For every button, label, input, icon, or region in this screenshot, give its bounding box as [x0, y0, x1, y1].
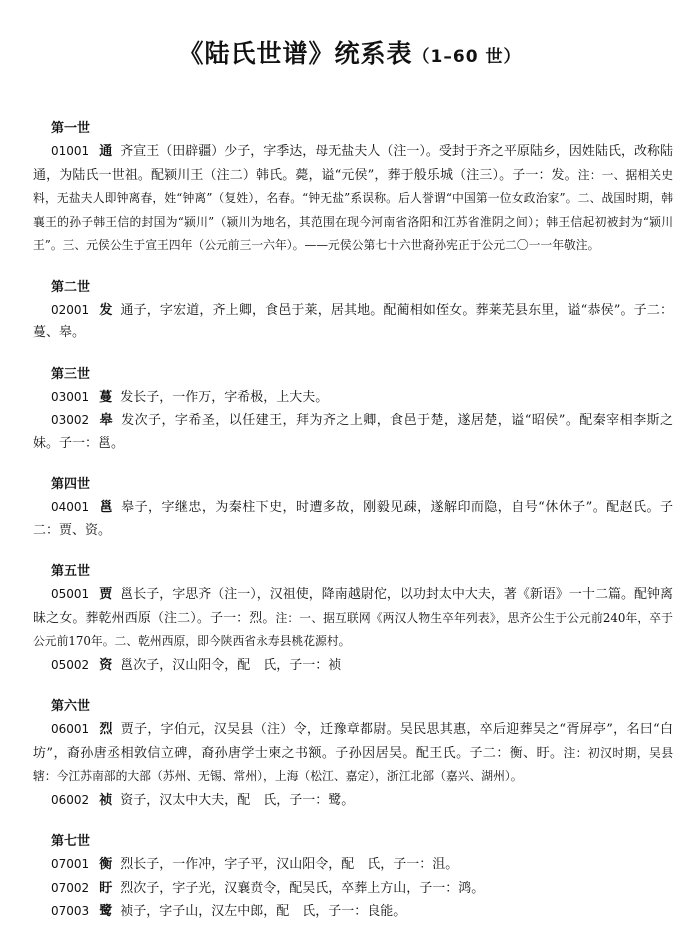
genealogy-table	[33, 118, 673, 943]
entry-id: 07003	[51, 904, 90, 918]
genealogy-entry	[33, 877, 673, 901]
entry-text: 邕次子，汉山阳令，配 氏，子一：祯	[120, 657, 342, 673]
entry-text: 祯子，字子山，汉左中郎，配 氏，子一：良能。	[120, 904, 407, 919]
generation-heading: 第六世	[51, 699, 91, 714]
entry-id: 01001	[51, 144, 90, 158]
genealogy-entry	[33, 140, 673, 258]
entry-id: 07002	[51, 880, 90, 895]
generation-section	[33, 561, 673, 677]
generation-section	[33, 118, 673, 258]
entry-note: 注：一、据相关史料，无盐夫人即钟离春，姓“钟离”（复姓），名春。“钟无盐”系误称。后人誉谓“中国第一位女政治家”。二、战国时期，韩襄王的孙子韩王信的封国为“颍川”（颍川为地名，其范围在现今河南省洛阳和江苏省淮阴之间）；韩王信起初被封为“颍川王”。三、元侯公生于宣王四年（公元前三一六年）。——元侯公第七十六世裔孙宪正于公元二〇一一年敬注。	[33, 167, 673, 252]
generation-heading: 第四世	[51, 477, 91, 492]
genealogy-entry	[33, 853, 673, 877]
entry-id: 06001	[51, 722, 90, 736]
page-title	[0, 34, 700, 70]
generation-section	[33, 831, 673, 924]
entry-name: 鹭	[99, 904, 113, 919]
genealogy-entry	[33, 409, 673, 455]
generation-section	[33, 474, 673, 542]
entry-text: 皋子，字继忠，为秦柱下史，时遭多故，刚毅见疎，遂解印而隐，自号“休休子”。配赵氏。子二：贾、资。	[33, 500, 673, 538]
entry-name: 蔓	[99, 389, 113, 405]
entry-text: 发次子，字希圣，以任建王，拜为齐之上卿，食邑于楚，遂居楚，谥“昭侯”。配秦宰相李斯之妹。子一：邕。	[33, 413, 673, 451]
title-range: （1–60 世）	[412, 47, 522, 67]
genealogy-entry	[33, 496, 673, 542]
entry-id: 06002	[51, 792, 90, 807]
entry-name: 贾	[99, 587, 113, 602]
entry-name: 发	[99, 302, 113, 318]
entry-name: 邕	[99, 500, 114, 515]
generation-section	[33, 364, 673, 456]
entry-name: 烈	[99, 722, 113, 737]
generation-heading: 第三世	[51, 366, 91, 382]
title-main: 《陆氏世谱》统系表	[178, 39, 413, 68]
generation-heading: 第七世	[51, 834, 91, 849]
entry-note: 注：一、据互联网《两汉人物生卒年列表》，思齐公生于公元前240年，卒于公元前170年。二、乾州西原，即今陕西省永寿县桃花源村。	[33, 610, 673, 648]
genealogy-entry	[33, 718, 673, 789]
entry-name: 资	[99, 657, 113, 673]
entry-name: 衡	[99, 857, 113, 872]
entry-text: 烈长子，一作冲，字子平，汉山阳令，配 氏，子一：沮。	[120, 857, 459, 872]
entry-text: 邕长子，字思齐（注一），汉祖使，降南越尉佗，以功封太中大夫，著《新语》一十二篇。配钟离昧之女。葬乾州西原（注二）。子一：烈。	[33, 587, 673, 626]
entry-id: 07001	[51, 857, 90, 871]
genealogy-entry	[33, 789, 673, 813]
entry-text: 通子，字宏道，齐上卿，食邑于莱，居其地。配蔺相如侄女。葬莱芜县东里，谥“恭侯”。子二：蔓、皋。	[33, 302, 673, 340]
entry-note: 注：初汉时期，吴县辖：今江苏南部的大部（苏州、无锡、常州），上海（松江、嘉定），浙江北部（嘉兴、湖州）。	[33, 745, 673, 783]
generation-section	[33, 696, 673, 812]
entry-text: 烈次子，字子光，汉襄贲令，配吴氏，卒葬上方山，子一：鸿。	[120, 880, 485, 896]
entry-id: 05001	[51, 587, 90, 601]
entry-id: 05002	[51, 657, 90, 672]
entry-name: 皋	[99, 413, 114, 428]
entry-name: 祯	[99, 792, 113, 808]
genealogy-entry	[33, 900, 673, 924]
entry-text: 发长子，一作万，字希极，上大夫。	[120, 389, 329, 405]
genealogy-entry	[33, 386, 673, 410]
genealogy-entry	[33, 654, 673, 678]
entry-name: 盱	[99, 880, 113, 896]
generation-heading: 第二世	[51, 279, 91, 295]
entry-id: 02001	[51, 302, 90, 317]
generation-section	[33, 277, 673, 345]
generation-heading: 第五世	[51, 564, 91, 579]
entry-text: 齐宣王（田辟疆）少子，字季达，母无盐夫人（注一）。受封于齐之平原陆乡，因姓陆氏，改称陆通，为陆氏一世祖。配颍川王（注二）韩氏。薨，谥“元侯”，葬于般乐城（注三）。子一：发。	[33, 144, 673, 183]
entry-text: 贾子，字伯元，汉吴县（注）令，迁豫章都尉。吴民思其惠，卒后迎葬吴之“胥屏亭”，名曰“白坊”，裔孙唐丞相敦信立碑，裔孙唐学士柬之书额。子孙因居吴。配王氏。子二：衡、盱。	[33, 722, 673, 761]
genealogy-entry	[33, 299, 673, 345]
entry-id: 03001	[51, 389, 90, 404]
entry-name: 通	[99, 144, 113, 159]
genealogy-entry	[33, 583, 673, 654]
entry-id: 04001	[51, 500, 90, 514]
generation-heading: 第一世	[51, 121, 91, 136]
entry-id: 03002	[51, 413, 90, 427]
entry-text: 资子，汉太中大夫，配 氏，子一：鹭。	[120, 792, 355, 808]
